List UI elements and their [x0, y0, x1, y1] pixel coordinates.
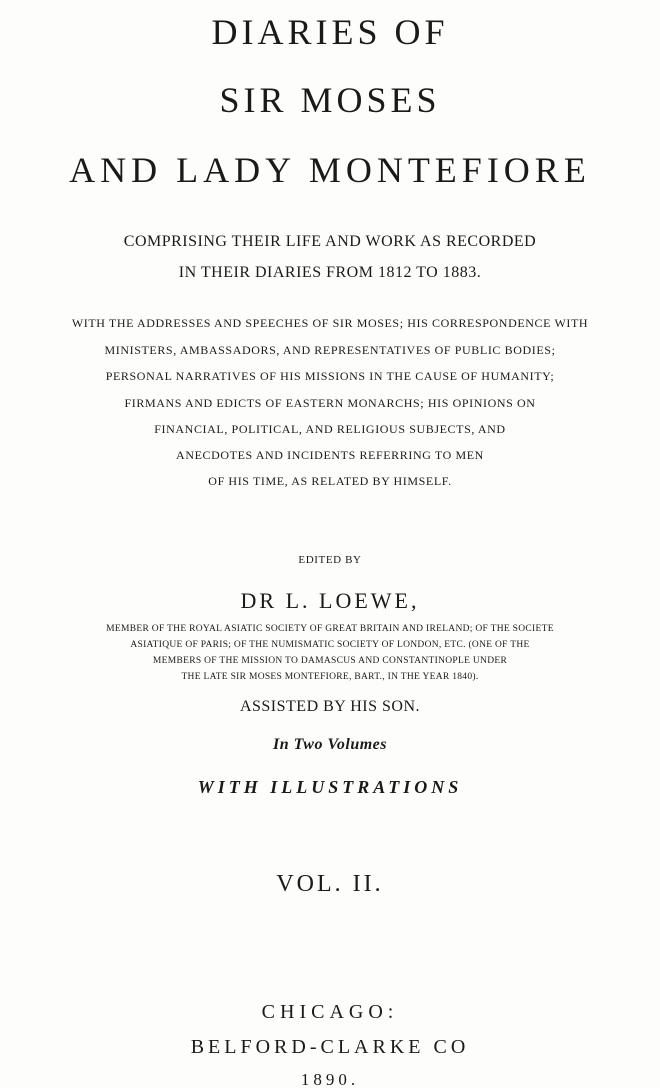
- edited-by: EDITED BY: [298, 554, 362, 566]
- title-line-3: AND LADY MONTEFIORE: [69, 150, 591, 190]
- contents-line-1: WITH THE ADDRESSES AND SPEECHES OF SIR MOSES; HIS CORRESPONDENCE WITH: [71, 316, 589, 330]
- publisher-city: CHICAGO:: [261, 1001, 399, 1023]
- contents-line-2: MINISTERS, AMBASSADORS, AND REPRESENTATIVES OF PUBLIC BODIES;: [104, 343, 556, 357]
- publisher-name: BELFORD-CLARKE CO: [190, 1036, 470, 1058]
- subtitle-line-2: IN THEIR DIARIES FROM 1812 TO 1883.: [178, 264, 482, 281]
- editor-credentials-line-4: THE LATE SIR MOSES MONTEFIORE, BART., IN THE YEAR 1840).: [181, 672, 479, 682]
- illustrations-note: WITH ILLUSTRATIONS: [197, 777, 463, 797]
- assisted-by: ASSISTED BY HIS SON.: [239, 698, 421, 715]
- publication-year: 1890.: [300, 1070, 360, 1088]
- title-line-1: DIARIES OF: [211, 12, 449, 52]
- title-line-2: SIR MOSES: [219, 80, 441, 120]
- contents-line-3: PERSONAL NARRATIVES OF HIS MISSIONS IN THE CAUSE OF HUMANITY;: [105, 369, 555, 383]
- editor-credentials-line-1: MEMBER OF THE ROYAL ASIATIC SOCIETY OF GREAT BRITAIN AND IRELAND; OF THE SOCIETE: [106, 624, 554, 634]
- volumes-note: In Two Volumes: [273, 736, 387, 753]
- volume-number: VOL. II.: [276, 871, 384, 897]
- editor-credentials-line-3: MEMBERS OF THE MISSION TO DAMASCUS AND CONSTANTINOPLE UNDER: [152, 656, 508, 666]
- contents-line-6: ANECDOTES AND INCIDENTS REFERRING TO MEN: [176, 448, 484, 462]
- contents-line-7: OF HIS TIME, AS RELATED BY HIMSELF.: [208, 474, 452, 488]
- subtitle-line-1: COMPRISING THEIR LIFE AND WORK AS RECORDED: [123, 233, 537, 250]
- contents-line-4: FIRMANS AND EDICTS OF EASTERN MONARCHS; HIS OPINIONS ON: [124, 396, 536, 410]
- editor-credentials-line-2: ASIATIQUE OF PARIS; OF THE NUMISMATIC SOCIETY OF LONDON, ETC. (ONE OF THE: [130, 640, 530, 650]
- contents-line-5: FINANCIAL, POLITICAL, AND RELIGIOUS SUBJECTS, AND: [154, 422, 506, 436]
- editor-name: DR L. LOEWE,: [240, 588, 420, 613]
